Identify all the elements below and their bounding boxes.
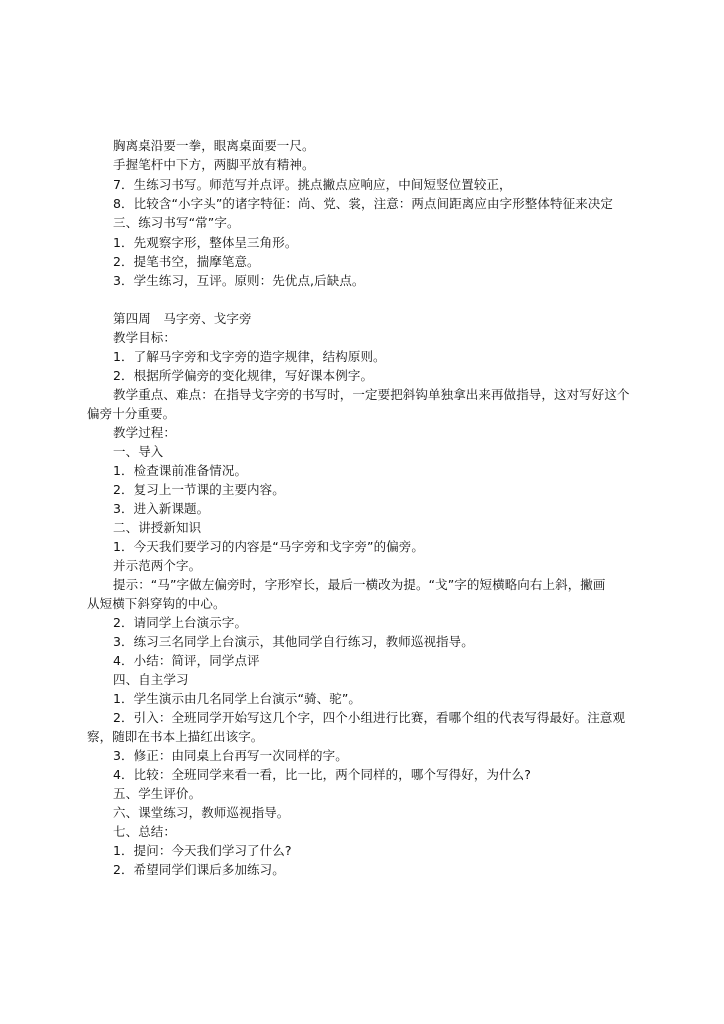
- text-line: 8．比较含“小字头”的诸字特征：尚、党、裳，注意：两点间距离应由字形整体特征来决定: [113, 196, 614, 211]
- text-line: 1．学生演示由几名同学上台演示“骑、驼”。: [113, 691, 362, 706]
- text-line: 手握笔杆中下方，两脚平放有精神。: [113, 157, 315, 172]
- text-line: 2．提笔书空，揣摩笔意。: [113, 254, 260, 269]
- text-line: 3．练习三名同学上台演示，其他同学自行练习，教师巡视指导。: [113, 634, 474, 649]
- text-line: 胸离桌沿要一拳，眼离桌面要一尺。: [113, 138, 315, 153]
- text-line: 1．了解马字旁和戈字旁的造字规律，结构原则。: [113, 349, 386, 364]
- text-line: 二、讲授新知识: [113, 520, 202, 535]
- text-line: 1．先观察字形，整体呈三角形。: [113, 235, 298, 250]
- text-line: 3．学生练习，互评。原则：先优点,后缺点。: [113, 273, 365, 288]
- text-line: 2．希望同学们课后多加练习。: [113, 862, 285, 877]
- text-line: 一、导入: [113, 444, 164, 459]
- text-line: 并示范两个字。: [113, 558, 202, 573]
- text-line: 3．修正：由同桌上台再写一次同样的字。: [113, 748, 348, 763]
- text-line: 教学过程：: [113, 425, 177, 440]
- text-line: 1．提问：今天我们学习了什么?: [113, 843, 292, 858]
- text-line: 2．复习上一节课的主要内容。: [113, 482, 285, 497]
- text-line: 教学目标：: [113, 330, 177, 345]
- text-line: 教学重点、难点：在指导戈字旁的书写时，一定要把斜钩单独拿出来再做指导，这对写好这个: [113, 387, 630, 402]
- text-line: 偏旁十分重要。: [87, 406, 176, 421]
- text-line: 3．进入新课题。: [113, 501, 210, 516]
- text-line: 2．根据所学偏旁的变化规律，写好课本例字。: [113, 368, 374, 383]
- text-line: 察，随即在书本上描红出该字。: [87, 729, 264, 744]
- text-line: 1．检查课前准备情况。: [113, 463, 248, 478]
- text-line: 三、练习书写“常”字。: [113, 215, 240, 230]
- text-line: 五、学生评价。: [113, 786, 202, 801]
- text-line: 四、自主学习: [113, 672, 189, 687]
- text-line: 六、课堂练习，教师巡视指导。: [113, 805, 290, 820]
- text-line: 2．引入：全班同学开始写这几个字，四个小组进行比赛，看哪个组的代表写得最好。注意观: [113, 710, 626, 725]
- section-heading: 第四周 马字旁、戈字旁: [113, 311, 252, 326]
- text-line: 4．比较：全班同学来看一看，比一比，两个同样的，哪个写得好，为什么?: [113, 767, 531, 782]
- text-line: 4．小结：简评，同学点评: [113, 653, 260, 668]
- text-line: 7．生练习书写。师范写并点评。挑点撇点应响应，中间短竖位置较正，: [113, 177, 512, 192]
- text-line: 提示：“马”字做左偏旁时，字形窄长，最后一横改为提。“戈”字的短横略向右上斜，撇画: [113, 577, 606, 592]
- text-line: 2．请同学上台演示字。: [113, 615, 248, 630]
- text-line: 从短横下斜穿钩的中心。: [87, 596, 226, 611]
- text-line: 七、总结：: [113, 824, 177, 839]
- text-line: 1．今天我们要学习的内容是“马字旁和戈字旁”的偏旁。: [113, 539, 425, 554]
